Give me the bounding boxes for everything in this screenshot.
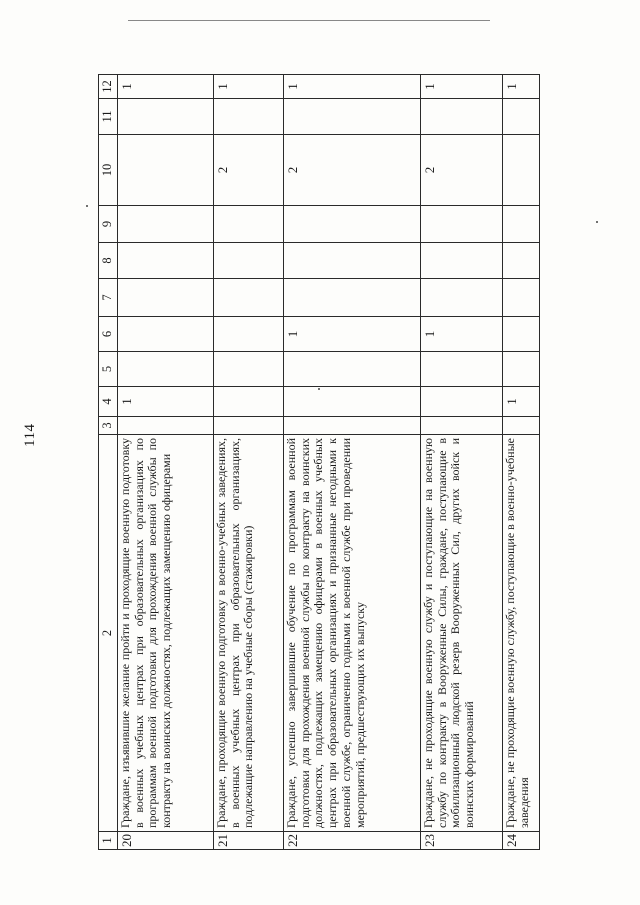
cell-value [503, 352, 540, 387]
cell-value [284, 417, 421, 435]
cell-value [503, 99, 540, 135]
scan-speck [86, 205, 88, 207]
cell-value: 1 [118, 75, 214, 99]
column-header: 10 [99, 135, 118, 206]
column-header: 4 [99, 387, 118, 417]
cell-value: 1 [503, 387, 540, 417]
cell-value [503, 135, 540, 206]
row-number: 22 [284, 832, 421, 850]
row-description: Граждане, не проходящие военную службу и поступающие на военную службу по контракту в Вооруженные Силы, граждане, поступающие в мобилизационный людской резерв Вооруженных Сил, других войск и воинских формирований [421, 435, 503, 832]
table-row [284, 75, 421, 850]
cell-value [284, 387, 421, 417]
data-table [98, 74, 540, 850]
cell-value [118, 99, 214, 135]
column-header: 9 [99, 206, 118, 243]
scan-speck [596, 221, 598, 223]
column-header: 6 [99, 317, 118, 352]
column-header: 8 [99, 243, 118, 279]
cell-value: 2 [421, 135, 503, 206]
cell-value [503, 317, 540, 352]
column-header: 5 [99, 352, 118, 387]
row-number: 21 [214, 832, 284, 850]
table-row [421, 75, 503, 850]
cell-value [421, 417, 503, 435]
cell-value [118, 352, 214, 387]
cell-value [503, 206, 540, 243]
cell-value [421, 99, 503, 135]
cell-value [214, 206, 284, 243]
cell-value [421, 387, 503, 417]
row-number: 23 [421, 832, 503, 850]
cell-value [118, 135, 214, 206]
cell-value [214, 387, 284, 417]
page-number: 114 [22, 423, 38, 447]
row-description: Граждане, изъявившие желание пройти и проходящие военную подготовку в военных учебных центрах при образовательных организациях по программам военной подготовки для прохождения военной службы по контракту на воинских должностях, подлежащих замещению офицерами [118, 435, 214, 832]
table-row [503, 75, 540, 850]
cell-value [284, 279, 421, 317]
cell-value: 1 [421, 317, 503, 352]
cell-value: 1 [118, 387, 214, 417]
table-row [118, 75, 214, 850]
row-description: Граждане, проходящие военную подготовку в военно-учебных заведениях, в военных учебных центрах при образовательных организациях, подлежащие направлению на учебные сборы (стажировки) [214, 435, 284, 832]
row-description: Граждане, успешно завершившие обучение по программам военной подготовки для прохождения военной службы по контракту на воинских должностях, подлежащих замещению офицерами в военных учебных центрах при образовательных организациях и признанные негодными к военной службе, ограниченно годными к военной службе при проведении мероприятий, предшествующих их выпуску [284, 435, 421, 832]
cell-value [214, 352, 284, 387]
table-row [214, 75, 284, 850]
cell-value [421, 206, 503, 243]
cell-value [214, 99, 284, 135]
table-header-row [99, 75, 118, 850]
cell-value: 1 [421, 75, 503, 99]
row-number: 24 [503, 832, 540, 850]
row-description: Граждане, не проходящие военную службу, поступающие в военно-учебные заведения [503, 435, 540, 832]
cell-value [284, 206, 421, 243]
cell-value [118, 279, 214, 317]
column-header: 12 [99, 75, 118, 99]
column-header: 11 [99, 99, 118, 135]
cell-value [503, 417, 540, 435]
cell-value [284, 99, 421, 135]
column-header: 7 [99, 279, 118, 317]
cell-value: 1 [284, 75, 421, 99]
cell-value [214, 243, 284, 279]
column-header: 3 [99, 417, 118, 435]
cell-value [421, 279, 503, 317]
cell-value [118, 317, 214, 352]
cell-value [421, 243, 503, 279]
row-number: 20 [118, 832, 214, 850]
rotated-table-container [98, 75, 538, 850]
cell-value: 1 [503, 75, 540, 99]
cell-value [214, 417, 284, 435]
cell-value: 1 [284, 317, 421, 352]
cell-value: 1 [214, 75, 284, 99]
cell-value: 2 [214, 135, 284, 206]
scan-edge-line [128, 20, 490, 21]
cell-value [214, 279, 284, 317]
cell-value: 2 [284, 135, 421, 206]
cell-value [118, 417, 214, 435]
column-header: 1 [99, 832, 118, 850]
cell-value [421, 352, 503, 387]
cell-value [118, 243, 214, 279]
column-header: 2 [99, 435, 118, 832]
cell-value [284, 352, 421, 387]
cell-value [214, 317, 284, 352]
cell-value [503, 279, 540, 317]
cell-value [503, 243, 540, 279]
cell-value [118, 206, 214, 243]
cell-value [284, 243, 421, 279]
